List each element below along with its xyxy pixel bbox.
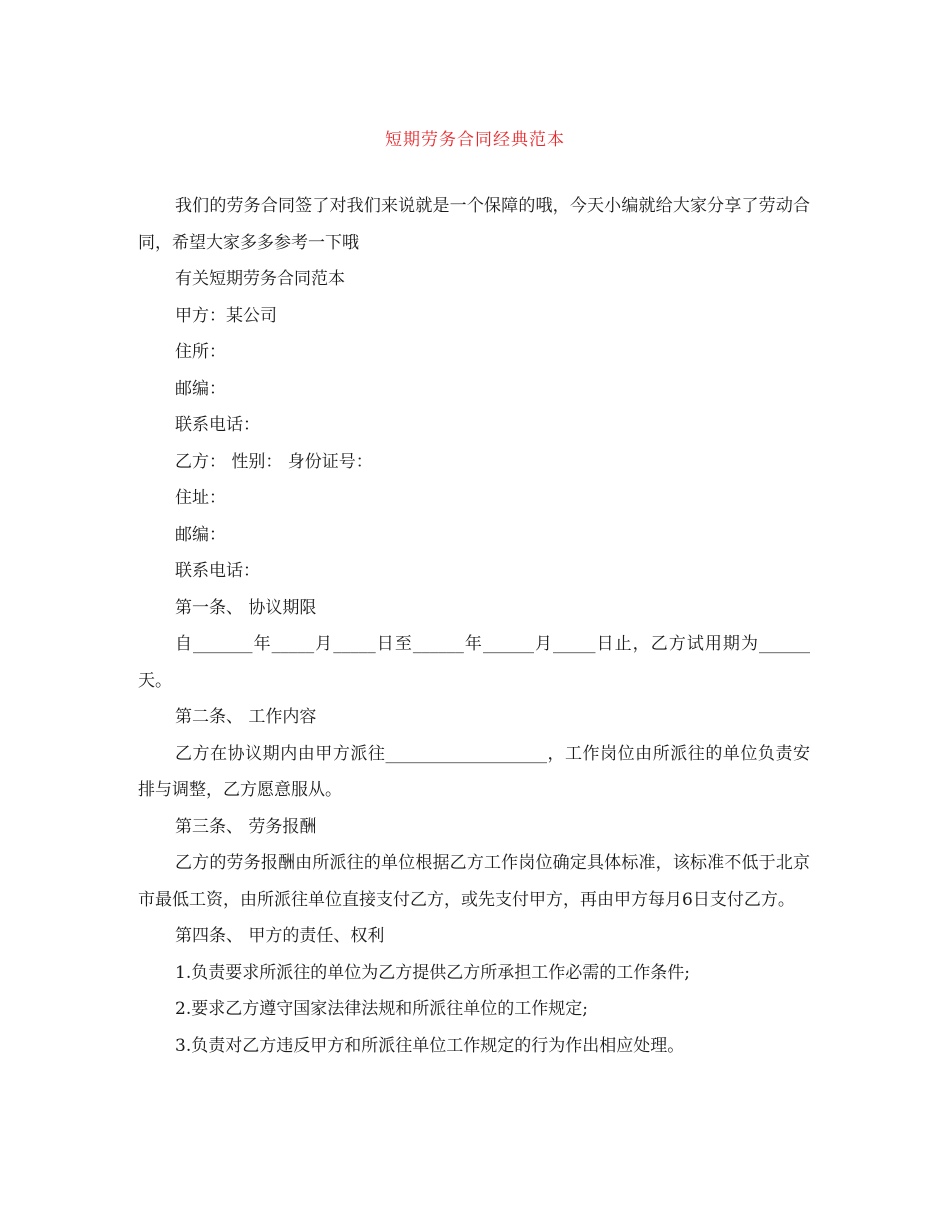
party-b-address: 住址： [175,488,226,508]
party-a-address: 住所： [175,342,226,362]
party-a-postcode: 邮编： [175,378,226,399]
party-b-phone: 联系电话： [175,561,260,581]
party-b-info: 乙方： 性别： 身份证号： [175,451,373,472]
intro-paragraph: 我们的劳务合同签了对我们来说就是一个保障的哦，今天小编就给大家分享了劳动合同，希望大家多多参考一下哦 [138,196,810,253]
article-3-text: 乙方的劳务报酬由所派往的单位根据乙方工作岗位确定具体标准，该标准不低于北京市最低工资，由所派往单位直接支付乙方，或先支付甲方，再由甲方每月6日支付乙方。 [138,853,810,910]
article-1-heading: 第一条、 协议期限 [175,597,317,618]
article-4-heading: 第四条、 甲方的责任、权利 [175,926,385,946]
article-1-text: 自_______年_____月_____日至______年______月_____日止，乙方试用期为______天。 [138,634,810,691]
article-4-item-2: 2.要求乙方遵守国家法律法规和所派往单位的工作规定; [175,999,588,1019]
article-4-item-1: 1.负责要求所派往的单位为乙方提供乙方所承担工作必需的工作条件; [175,962,690,983]
article-3-heading: 第三条、 劳务报酬 [175,816,317,837]
section-heading: 有关短期劳务合同范本 [175,269,345,289]
party-a-name: 甲方：某公司 [175,305,277,326]
article-2-heading: 第二条、 工作内容 [175,707,317,727]
party-a-phone: 联系电话： [175,415,260,435]
article-2-text: 乙方在协议期内由甲方派往___________________，工作岗位由所派往的单位负责安排与调整，乙方愿意服从。 [138,743,810,800]
document-title: 短期劳务合同经典范本 [385,130,565,150]
document-body [138,188,810,1064]
party-b-postcode: 邮编： [175,524,226,545]
article-4-item-3: 3.负责对乙方违反甲方和所派往单位工作规定的行为作出相应处理。 [175,1035,685,1056]
